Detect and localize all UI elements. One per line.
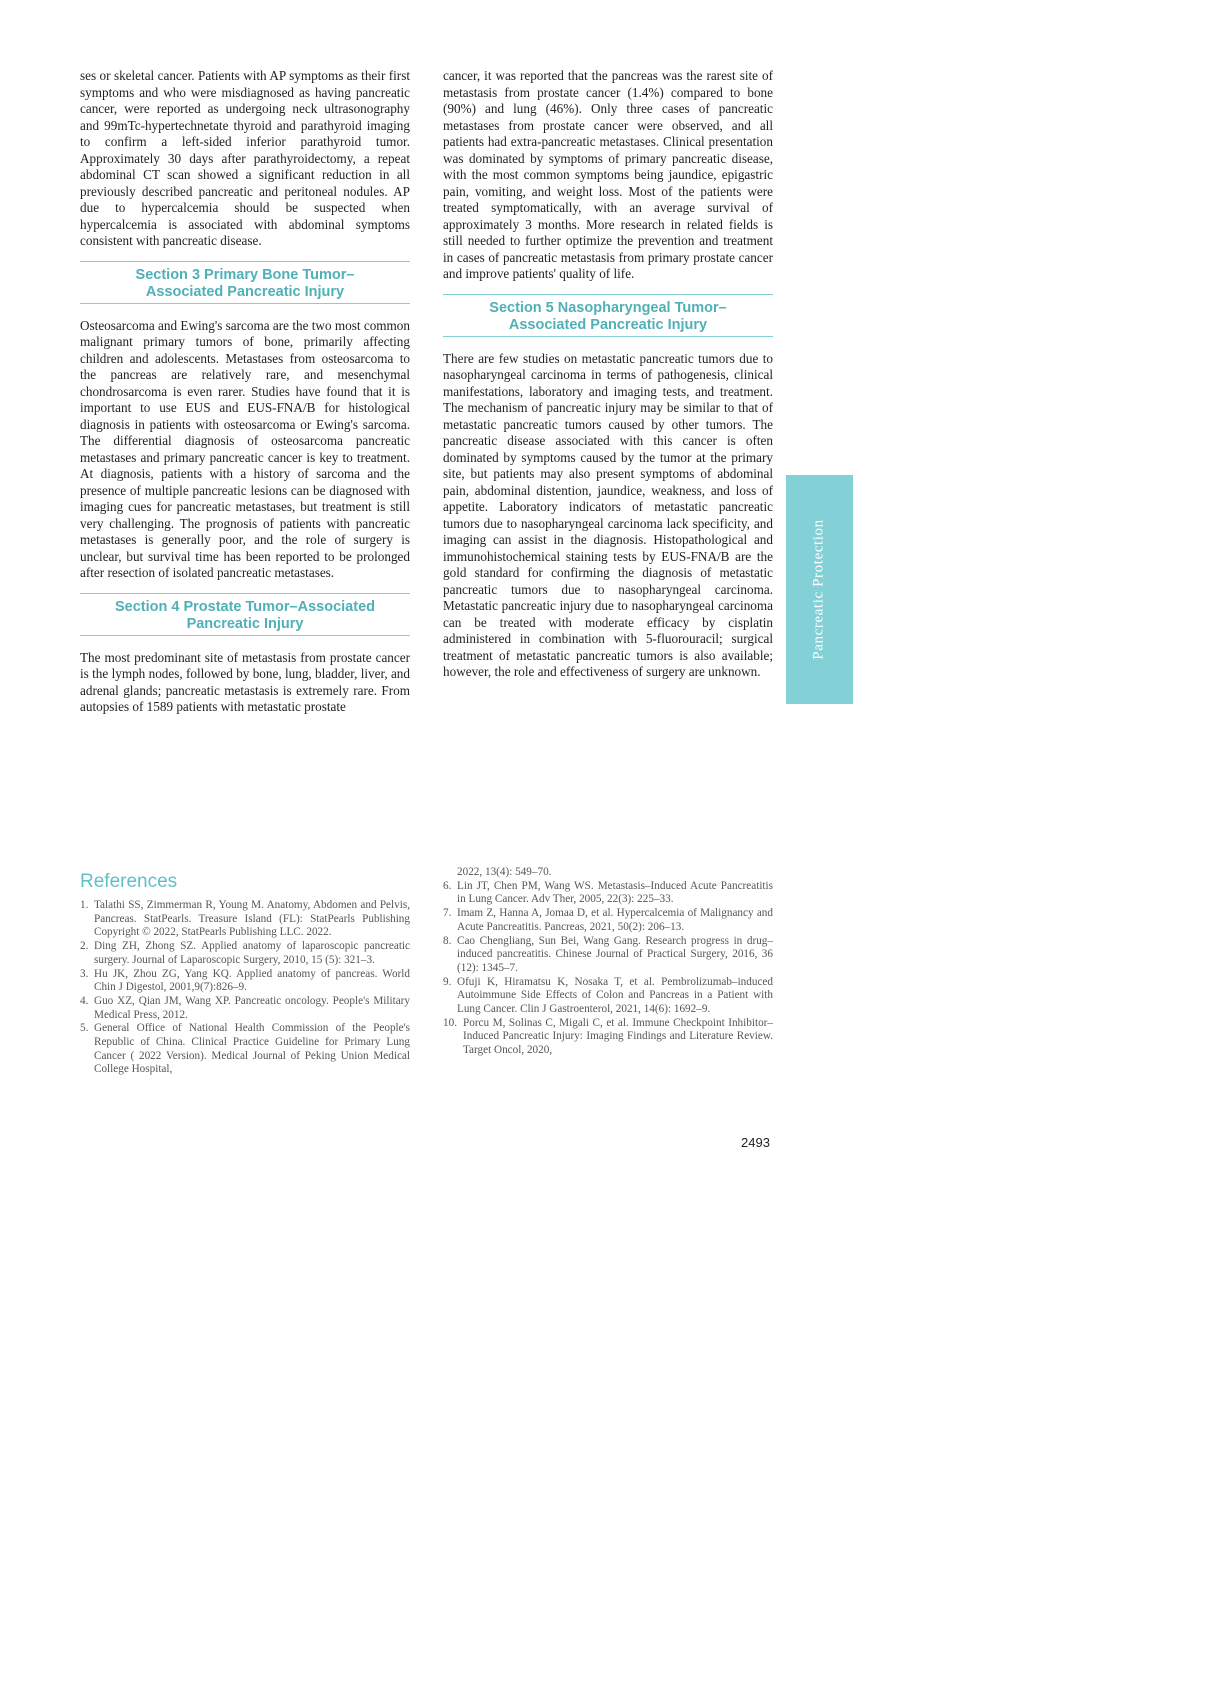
reference-text: Porcu M, Solinas C, Migali C, et al. Immune Checkpoint Inhibitor–Induced Pancreatic Injury: Imaging Findings and Literature Review. Target Oncol, 2020, — [463, 1016, 773, 1057]
reference-continuation — [443, 866, 773, 880]
left-text-column — [80, 68, 410, 716]
reference-text: Cao Chengliang, Sun Bei, Wang Gang. Research progress in drug–induced pancreatitis. Chinese Journal of Practical Surgery, 2016, 36 (12): 1345–7. — [457, 934, 773, 974]
page-number: 2493 — [741, 1135, 770, 1150]
reference-text: Lin JT, Chen PM, Wang WS. Metastasis–Induced Acute Pancreatitis in Lung Cancer. Adv Ther, 2005, 22(3): 225–33. — [457, 879, 773, 906]
reference-item — [80, 940, 410, 967]
reference-item — [80, 1022, 410, 1077]
reference-text: Ofuji K, Hiramatsu K, Nosaka T, et al. Pembrolizumab–induced Autoimmune Side Effects of Colon and Pancreas in a Patient with Lung Cancer. Clin J Gastroenterol, 2021, 14(6): 1692–9. — [457, 975, 773, 1016]
side-section-tab-label: Pancreatic Protection — [811, 519, 827, 660]
section-4-heading-line-2: Pancreatic Injury — [186, 615, 304, 632]
reference-number: 6. — [443, 879, 452, 892]
reference-number: 8. — [443, 934, 452, 947]
reference-text: General Office of National Health Commission of the People's Republic of China. Clinical Practice Guideline for Primary Lung Cancer ( 2022 Version). Medical Journal of Peking Union Medical College Hospital, — [94, 1022, 410, 1076]
reference-number: 10. — [443, 1016, 457, 1029]
right-text-column — [443, 68, 773, 681]
reference-number: 5. — [80, 1022, 89, 1035]
references-list-right — [443, 866, 773, 1058]
reference-text: Talathi SS, Zimmerman R, Young M. Anatomy, Abdomen and Pelvis, Pancreas. StatPearls. Treasure Island (FL): StatPearls Publishing Copyright © 2022, StatPearls Publishing LLC. 2022. — [94, 899, 410, 939]
reference-number: 9. — [443, 975, 452, 988]
reference-number: 3. — [80, 967, 89, 980]
reference-item — [80, 968, 410, 995]
references-heading: References — [80, 871, 178, 892]
section-4-heading — [80, 593, 410, 636]
section-3-heading — [80, 261, 410, 304]
reference-item — [443, 907, 773, 934]
reference-item — [80, 995, 410, 1022]
section-5-heading-line-1: Section 5 Nasopharyngeal Tumor– — [489, 299, 727, 316]
reference-number: 1. — [80, 899, 89, 911]
reference-text: Hu JK, Zhou ZG, Yang KQ. Applied anatomy of pancreas. World Chin J Digestol, 2001,9(7):826–9. — [94, 967, 410, 994]
right-paragraph-2: There are few studies on metastatic pancreatic tumors due to nasopharyngeal carcinoma in terms of pathogenesis, clinical manifestations, laboratory and imaging tests, and treatment. The mechanism of pancreatic injury may be similar to that of metastatic pancreatic tumors caused by other tumors. The pancreatic disease associated with this cancer is often dominated by symptoms caused by the tumor at the primary site, but patients may also present symptoms of abdominal pain, abdominal distention, jaundice, weakness, and loss of appetite. Laboratory indicators of metastatic pancreatic tumors due to nasopharyngeal carcinoma lack specificity, and imaging can assist in the diagnosis. Histopathological and immunohistochemical staining tests by EUS-FNA/B are the gold standard for confirming the diagnosis of metastatic pancreatic tumors due to nasopharyngeal carcinoma. Metastatic pancreatic injury due to nasopharyngeal carcinoma can be treated with moderate efficacy by cisplatin administered in combination with 5-fluorouracil; surgical treatment of metastatic pancreatic tumors is also available; however, the role and effectiveness of surgery are unknown. — [443, 350, 773, 679]
reference-item — [443, 880, 773, 907]
reference-item — [443, 1017, 773, 1058]
left-paragraph-2: Osteosarcoma and Ewing's sarcoma are the two most common malignant primary tumors of bone, primarily affecting children and adolescents. Metastases from osteosarcoma to the pancreas are relatively rare, and mesenchymal chondrosarcoma is even rarer. Studies have found that it is important to use EUS and EUS-FNA/B for histological diagnosis in patients with osteosarcoma or Ewing's sarcoma. The differential diagnosis of osteosarcoma pancreatic metastases and primary pancreatic cancer is key to treatment. At diagnosis, patients with a history of sarcoma and the presence of multiple pancreatic lesions can be diagnosed with imaging cues for pancreatic metastases, but treatment is still very challenging. The prognosis of patients with pancreatic metastases is generally poor, and the role of surgery is unclear, but survival time has been reported to be prolonged after resection of isolated pancreatic metastases. — [80, 317, 410, 580]
reference-number: 2. — [80, 940, 89, 953]
reference-text: 2022, 13(4): 549–70. — [457, 866, 552, 878]
reference-text: Imam Z, Hanna A, Jomaa D, et al. Hypercalcemia of Malignancy and Acute Pancreatitis. Pancreas, 2021, 50(2): 206–13. — [457, 907, 773, 933]
section-4-heading-line-1: Section 4 Prostate Tumor–Associated — [114, 598, 375, 615]
reference-item — [443, 976, 773, 1017]
section-3-heading-line-2: Associated Pancreatic Injury — [145, 283, 345, 300]
reference-text: Ding ZH, Zhong SZ. Applied anatomy of laparoscopic pancreatic surgery. Journal of Laparoscopic Surgery, 2010, 15 (5): 321–3. — [94, 940, 410, 966]
reference-text: Guo XZ, Qian JM, Wang XP. Pancreatic oncology. People's Military Medical Press, 2012. — [94, 994, 410, 1021]
reference-number: 7. — [443, 907, 452, 920]
left-paragraph-1: ses or skeletal cancer. Patients with AP symptoms as their first symptoms and who were misdiagnosed as having pancreatic cancer, were reported as undergoing neck ultrasonography and 99mTc-hypertechnetate thyroid and parathyroid imaging to confirm a left-sided inferior parathyroid tumor. Approximately 30 days after parathyroidectomy, a repeat abdominal CT scan showed a significant reduction in all previously described pancreatic and peritoneal nodules. AP due to hypercalcemia should be suspected when hypercalcemia is associated with abdominal symptoms consistent with pancreatic disease. — [80, 68, 410, 248]
reference-item — [80, 899, 410, 940]
right-paragraph-1: cancer, it was reported that the pancreas was the rarest site of metastasis from prostate cancer (1.4%) compared to bone (90%) and lung (46%). Only three cases of pancreatic metastases from prostate cancer were observed, and all patients had extra-pancreatic metastases. Clinical presentation was dominated by symptoms of primary pancreatic disease, with the most common symptoms being jaundice, epigastric pain, vomiting, and weight loss. Most of the patients were treated symptomatically, with an average survival of approximately 3 months. More research in related fields is still needed to further optimize the prevention and treatment in cases of pancreatic metastasis from primary prostate cancer and improve patients' quality of life. — [443, 68, 773, 281]
references-list-left — [80, 899, 410, 1077]
left-paragraph-3: The most predominant site of metastasis from prostate cancer is the lymph nodes, followed by bone, lung, bladder, liver, and adrenal glands; pancreatic metastasis is extremely rare. From autopsies of 1589 patients with metastatic prostate — [80, 649, 410, 714]
section-5-heading — [443, 294, 773, 337]
side-section-tab — [786, 475, 853, 704]
section-3-heading-line-1: Section 3 Primary Bone Tumor– — [135, 266, 355, 283]
reference-item — [443, 935, 773, 976]
section-5-heading-line-2: Associated Pancreatic Injury — [508, 316, 708, 333]
reference-number: 4. — [80, 994, 89, 1007]
